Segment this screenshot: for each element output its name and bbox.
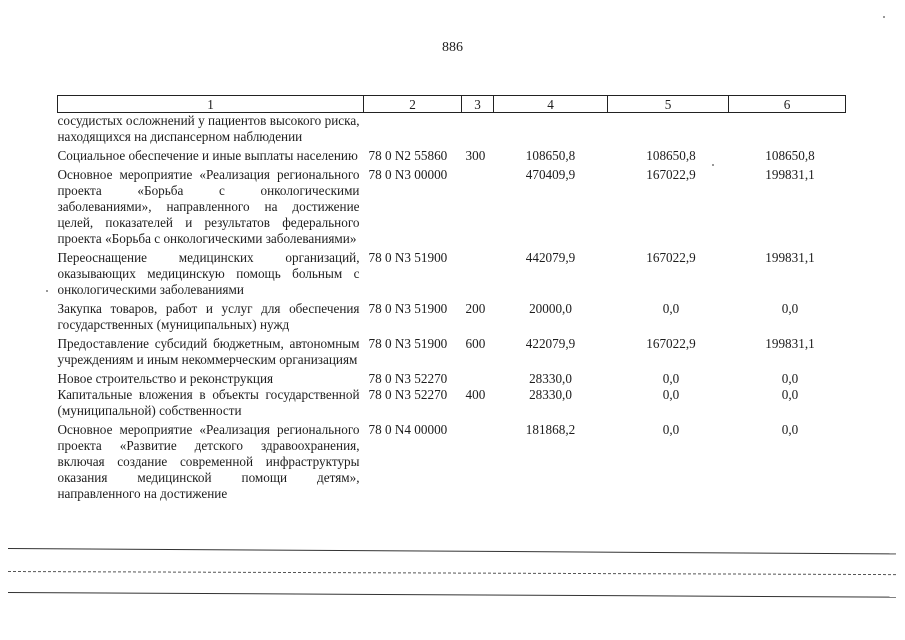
row-value-6: 0,0 bbox=[781, 371, 799, 386]
table-row bbox=[58, 113, 846, 146]
row-value-4: 108650,8 bbox=[525, 148, 576, 163]
row-value-5: 167022,9 bbox=[646, 336, 696, 351]
table-row bbox=[58, 164, 846, 247]
column-header-4: 4 bbox=[494, 96, 608, 113]
scan-speck bbox=[883, 16, 885, 18]
row-expense-type: 200 bbox=[465, 301, 486, 316]
row-expense-type: 400 bbox=[465, 387, 486, 402]
row-value-6: 0,0 bbox=[781, 301, 799, 316]
row-expense-type bbox=[462, 164, 494, 247]
row-value-6: 0,0 bbox=[781, 422, 799, 437]
table-row bbox=[58, 247, 846, 298]
row-value-6 bbox=[729, 113, 846, 146]
page-number: 886 bbox=[442, 40, 463, 55]
row-code bbox=[364, 113, 462, 146]
row-value-4: 470409,9 bbox=[525, 167, 576, 182]
row-value-4: 181868,2 bbox=[525, 422, 576, 437]
row-value-5: 167022,9 bbox=[646, 250, 696, 265]
row-name: сосудистых осложнений у пациентов высокого риска, находящихся на диспансерном наблюдении bbox=[57, 113, 360, 144]
row-value-4: 28330,0 bbox=[529, 387, 572, 402]
row-expense-type: 600 bbox=[465, 336, 486, 351]
row-value-4: 28330,0 bbox=[529, 371, 572, 386]
row-name: Основное мероприятие «Реализация регионального проекта «Развитие детского здравоохранения, включая создание современной инфраструктуры оказания медицинской помощи детям», направленного на достижение bbox=[57, 422, 360, 501]
row-value-4: 442079,9 bbox=[525, 250, 576, 265]
row-expense-type: 300 bbox=[465, 148, 486, 163]
row-code: 78 0 N3 51900 bbox=[368, 301, 448, 316]
scan-speck bbox=[46, 290, 48, 292]
column-header-3: 3 bbox=[462, 96, 494, 113]
row-value-6: 199831,1 bbox=[765, 167, 815, 182]
row-value-5: 0,0 bbox=[662, 301, 680, 316]
row-code: 78 0 N3 00000 bbox=[368, 167, 448, 182]
row-name: Капитальные вложения в объекты государственной (муниципальной) собственности bbox=[57, 387, 360, 418]
table-row bbox=[58, 387, 846, 419]
row-value-4: 422079,9 bbox=[525, 336, 576, 351]
row-code: 78 0 N3 52270 bbox=[368, 387, 448, 402]
column-header-6: 6 bbox=[729, 96, 846, 113]
row-value-5 bbox=[608, 113, 729, 146]
table-row bbox=[58, 333, 846, 368]
table-row bbox=[58, 419, 846, 502]
row-value-6: 199831,1 bbox=[765, 336, 815, 351]
cut-line-1 bbox=[8, 548, 896, 554]
row-value-6: 108650,8 bbox=[765, 148, 815, 163]
row-value-4 bbox=[494, 113, 608, 146]
row-value-6: 0,0 bbox=[781, 387, 799, 402]
row-name: Основное мероприятие «Реализация регионального проекта «Борьба с онкологическими заболеваниями», направленного на достижение целей, показателей и результатов федерального проекта «Борьба с онкологическими заболеваниями» bbox=[57, 167, 360, 246]
row-expense-type bbox=[462, 247, 494, 298]
row-code: 78 0 N4 00000 bbox=[368, 422, 448, 437]
row-value-5: 0,0 bbox=[662, 371, 680, 386]
row-code: 78 0 N3 51900 bbox=[368, 250, 448, 265]
column-header-2: 2 bbox=[364, 96, 462, 113]
scan-speck bbox=[712, 164, 714, 166]
row-name: Новое строительство и реконструкция bbox=[57, 371, 274, 386]
row-code: 78 0 N3 52270 bbox=[368, 371, 448, 386]
row-value-5: 108650,8 bbox=[646, 148, 696, 163]
row-name: Предоставление субсидий бюджетным, автономным учреждениям и иным некоммерческим организациям bbox=[57, 336, 360, 367]
cut-line-2 bbox=[8, 592, 896, 598]
column-header-5: 5 bbox=[608, 96, 729, 113]
row-expense-type bbox=[462, 419, 494, 502]
row-expense-type bbox=[462, 113, 494, 146]
row-value-5: 0,0 bbox=[662, 387, 680, 402]
row-expense-type bbox=[462, 368, 494, 387]
row-name: Переоснащение медицинских организаций, оказывающих медицинскую помощь больным с онкологическими заболеваниями bbox=[57, 250, 360, 297]
row-value-4: 20000,0 bbox=[529, 301, 572, 316]
table-header-row bbox=[58, 96, 846, 113]
row-value-6: 199831,1 bbox=[765, 250, 815, 265]
cut-line-dashed bbox=[8, 571, 896, 575]
column-header-1: 1 bbox=[58, 96, 364, 113]
table-row bbox=[58, 298, 846, 333]
table-row bbox=[58, 145, 846, 164]
row-code: 78 0 N3 51900 bbox=[368, 336, 448, 351]
row-code: 78 0 N2 55860 bbox=[368, 148, 448, 163]
row-value-5: 0,0 bbox=[662, 422, 680, 437]
table-row bbox=[58, 368, 846, 387]
row-name: Закупка товаров, работ и услуг для обеспечения государственных (муниципальных) нужд bbox=[57, 301, 360, 332]
budget-table bbox=[57, 95, 846, 502]
row-value-5: 167022,9 bbox=[646, 167, 696, 182]
row-name: Социальное обеспечение и иные выплаты населению bbox=[57, 148, 358, 163]
